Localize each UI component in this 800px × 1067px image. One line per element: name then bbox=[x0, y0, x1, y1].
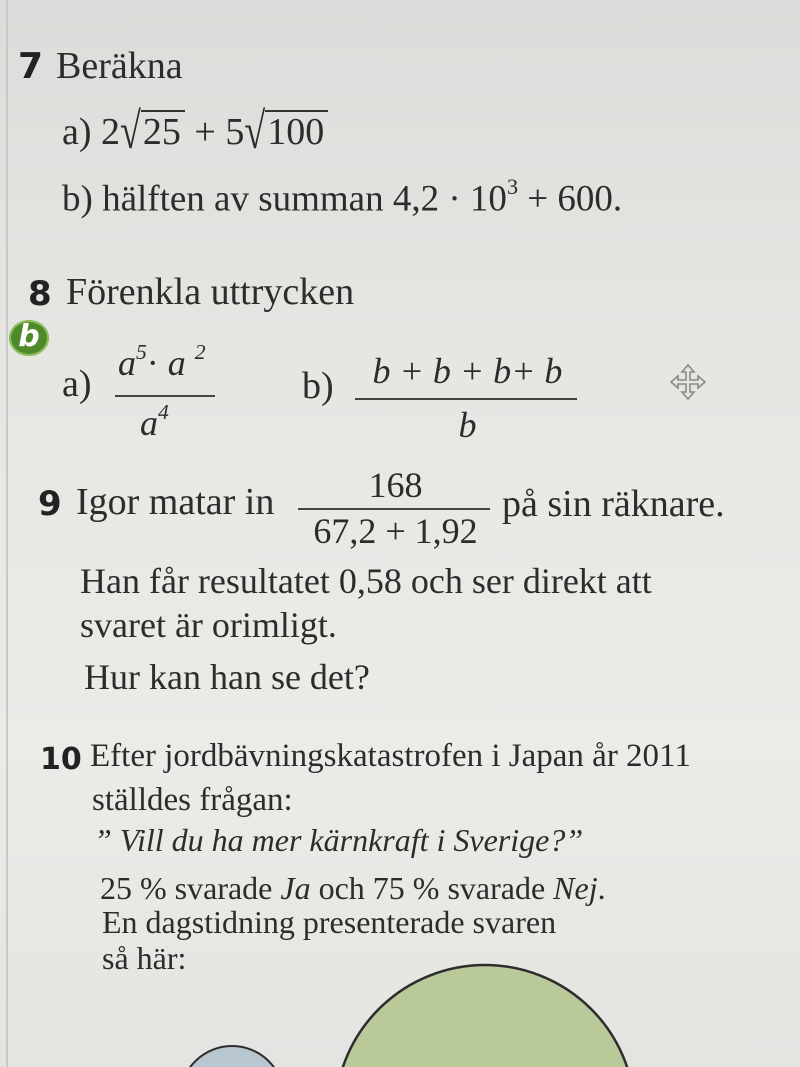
small-circle-ja bbox=[180, 1046, 284, 1067]
q7b-text: hälften av summan 4,2 · 10 bbox=[102, 178, 507, 220]
page-margin-line bbox=[6, 0, 8, 1067]
q8b-label: b) bbox=[302, 365, 334, 407]
q10-l4-part-c: . bbox=[597, 870, 606, 906]
q8a-fraction-line bbox=[115, 395, 215, 397]
q10-l4-part-b: och 75 % svarade bbox=[310, 870, 554, 906]
q7b-expression bbox=[62, 174, 622, 221]
q7b-label: b) bbox=[62, 178, 93, 220]
q10-line-6: så här: bbox=[102, 940, 187, 976]
q7a-label: a) bbox=[62, 111, 92, 153]
q7b-rest: + 600. bbox=[518, 178, 623, 220]
q8a-exp-1: 5 bbox=[136, 340, 147, 364]
q9-number: 9 bbox=[38, 484, 62, 524]
q10-line-1: Efter jordbävningskatastrofen i Japan år 2011 bbox=[90, 738, 691, 774]
q9-text-before: Igor matar in bbox=[76, 481, 275, 523]
q8a-denominator bbox=[140, 400, 169, 444]
q7-title: Beräkna bbox=[56, 45, 183, 87]
q7b-exponent: 3 bbox=[506, 174, 519, 199]
q10-line-2: ställdes frågan: bbox=[92, 782, 293, 818]
q8a-exp-2: 2 bbox=[194, 340, 206, 364]
q10-l4-part-a: 25 % svarade bbox=[100, 870, 281, 906]
q10-answer-ja: Ja bbox=[280, 870, 311, 906]
q8a-numerator bbox=[118, 340, 206, 384]
q9-fraction-denominator: 67,2 + 1,92 bbox=[313, 511, 478, 551]
q7a-radicand-1: 25 bbox=[141, 110, 185, 154]
q9-line-1: Han får resultatet 0,58 och ser direkt att bbox=[80, 561, 652, 601]
q8a-label: a) bbox=[62, 363, 92, 405]
q7a-expression bbox=[62, 103, 328, 161]
large-circle-nej bbox=[335, 965, 635, 1067]
sqrt-icon: √ bbox=[244, 103, 266, 161]
move-arrows-icon[interactable] bbox=[668, 362, 708, 402]
q7-number: 7 bbox=[18, 46, 44, 87]
level-b-badge-icon: b bbox=[9, 320, 49, 356]
q9-fraction-numerator: 168 bbox=[368, 465, 423, 505]
q8b-fraction-line bbox=[355, 398, 577, 400]
q8b-numerator: b + b + b+ b bbox=[372, 351, 563, 391]
q10-quote: ” Vill du ha mer kärnkraft i Sverige?” bbox=[94, 822, 584, 858]
q8a-dot: · bbox=[146, 343, 159, 384]
q7a-coef: 2 bbox=[101, 111, 121, 153]
q8a-base-1: a bbox=[118, 343, 136, 384]
q10-line-5: En dagstidning presenterade svaren bbox=[102, 904, 557, 940]
q8-number: 8 bbox=[28, 274, 52, 314]
q8b-denominator: b bbox=[458, 405, 477, 445]
q7a-plus: + 5 bbox=[194, 111, 245, 153]
q8a-den-base: a bbox=[140, 403, 158, 444]
q10-number: 10 bbox=[40, 742, 82, 777]
q7a-radicand-2: 100 bbox=[265, 110, 328, 154]
q9-line-2: svaret är orimligt. bbox=[80, 605, 337, 645]
q9-question: Hur kan han se det? bbox=[84, 657, 370, 697]
q8a-base-2: a bbox=[167, 343, 186, 384]
q8a-den-exp: 4 bbox=[158, 400, 169, 424]
q10-answer-nej: Nej bbox=[553, 870, 598, 906]
q10-line-4 bbox=[100, 870, 606, 907]
q9-text-after: på sin räknare. bbox=[502, 483, 725, 525]
sqrt-icon: √ bbox=[120, 103, 141, 161]
q8-title: Förenkla uttrycken bbox=[66, 271, 355, 313]
